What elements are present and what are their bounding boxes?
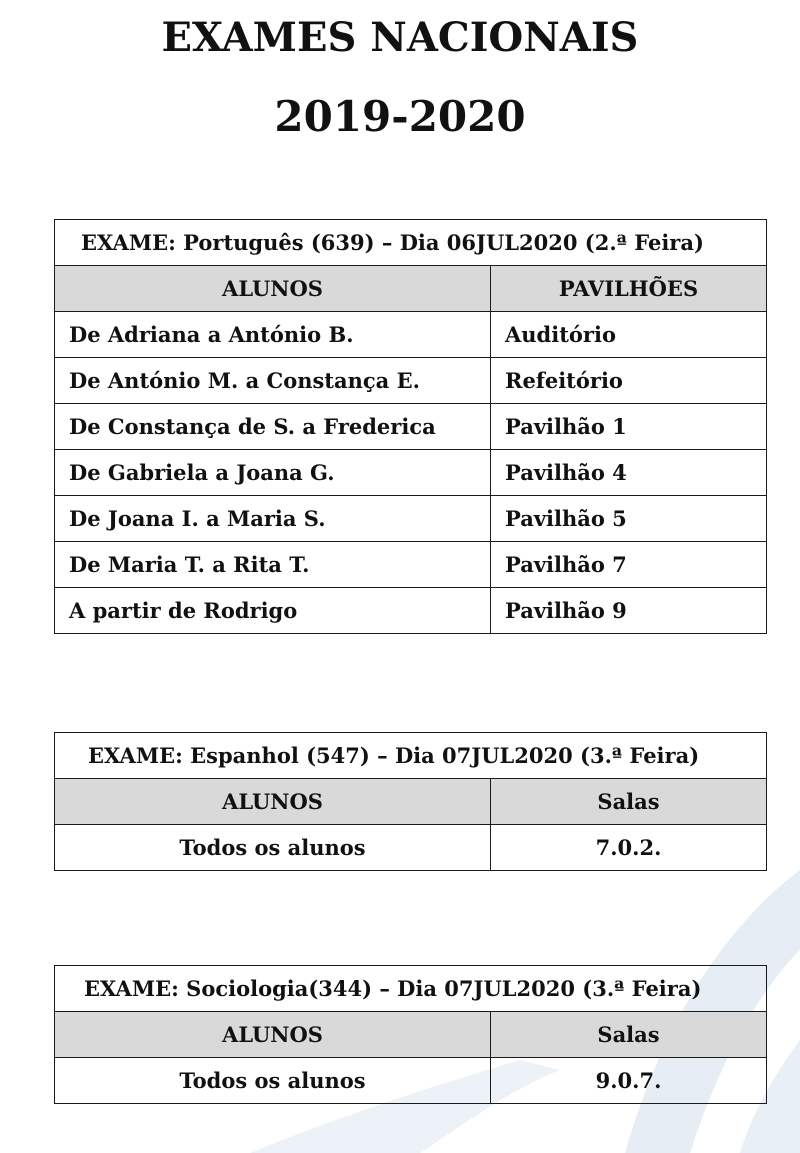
table-header-row [55,779,767,825]
exam-heading: EXAME: Espanhol (547) – Dia 07JUL2020 (3.ª Feira) [55,733,767,779]
exam-table-sociologia [54,965,767,1104]
location-cell: Auditório [491,312,767,358]
location-cell: Pavilhão 7 [491,542,767,588]
exam-heading-row [55,966,767,1012]
table-row [55,450,767,496]
column-header-alunos: ALUNOS [55,779,491,825]
table-row [55,358,767,404]
exam-heading-row [55,733,767,779]
table-row [55,588,767,634]
students-cell: Todos os alunos [55,1058,491,1104]
students-cell: Todos os alunos [55,825,491,871]
location-cell: Pavilhão 1 [491,404,767,450]
document-title: EXAMES NACIONAIS [161,14,639,61]
location-cell: Pavilhão 5 [491,496,767,542]
table-header-row [55,1012,767,1058]
table-row [55,825,767,871]
location-cell: Pavilhão 9 [491,588,767,634]
students-cell: De Joana I. a Maria S. [55,496,491,542]
document-year: 2019-2020 [274,92,526,141]
students-cell: De Gabriela a Joana G. [55,450,491,496]
students-cell: De Adriana a António B. [55,312,491,358]
exam-table-portugues [54,219,767,634]
students-cell: De Maria T. a Rita T. [55,542,491,588]
column-header-alunos: ALUNOS [55,1012,491,1058]
exam-table-espanhol [54,732,767,871]
room-cell: 7.0.2. [491,825,767,871]
table-row [55,1058,767,1104]
table-row [55,496,767,542]
column-header-salas: Salas [491,1012,767,1058]
table-row [55,312,767,358]
location-cell: Pavilhão 4 [491,450,767,496]
students-cell: A partir de Rodrigo [55,588,491,634]
table-row [55,542,767,588]
room-cell: 9.0.7. [491,1058,767,1104]
column-header-salas: Salas [491,779,767,825]
location-cell: Refeitório [491,358,767,404]
exam-heading-row [55,220,767,266]
table-header-row [55,266,767,312]
students-cell: De Constança de S. a Frederica [55,404,491,450]
column-header-alunos: ALUNOS [55,266,491,312]
table-row [55,404,767,450]
students-cell: De António M. a Constança E. [55,358,491,404]
exam-heading: EXAME: Sociologia(344) – Dia 07JUL2020 (3.ª Feira) [55,966,767,1012]
column-header-pavilhoes: PAVILHÕES [491,266,767,312]
exam-heading: EXAME: Português (639) – Dia 06JUL2020 (2.ª Feira) [55,220,767,266]
